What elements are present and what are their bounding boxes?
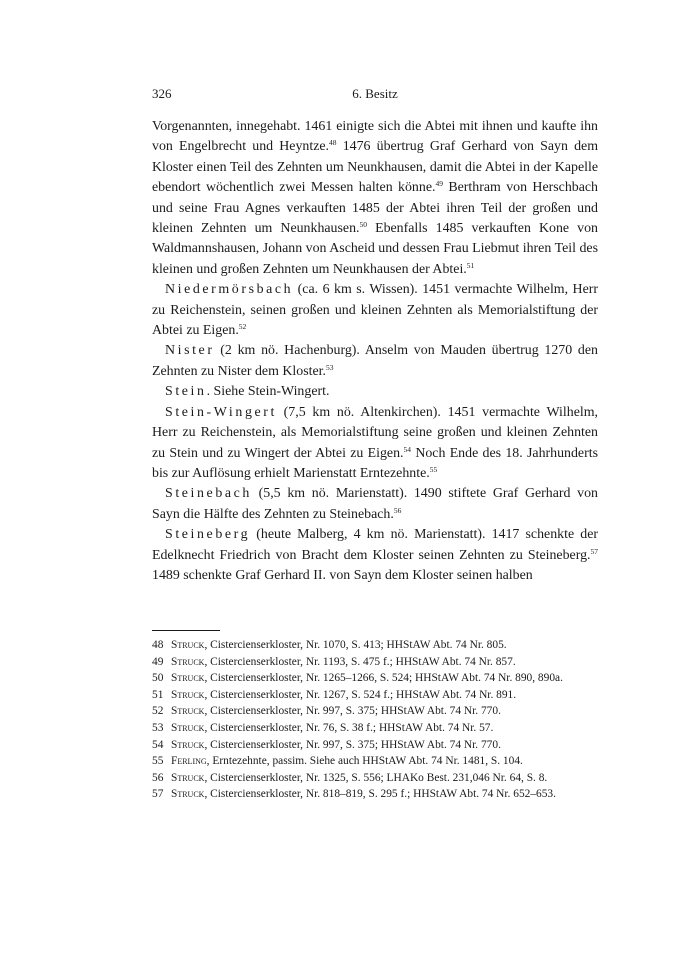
footnote-author: Struck xyxy=(171,688,205,701)
footnote-citation: , Cistercienserkloster, Nr. 76, S. 38 f.; HHStAW Abt. 74 Nr. 57. xyxy=(204,721,494,734)
text-segment: (ca. 6 km s. Wissen). 1451 vermachte Wilhelm, Herr zu Reichenstein, seinen großen und kleinen Zehnten als Memorialstiftung der Abtei zu Eigen. xyxy=(152,282,598,339)
footnote-text xyxy=(171,737,598,754)
footnote-author: Struck xyxy=(171,672,205,685)
text-segment: (5,5 km nö. Marienstatt). 1490 stiftete Graf Gerhard von Sayn die Hälfte des Zehnten zu Steinebach. xyxy=(152,486,598,522)
footnote-number: 55 xyxy=(152,755,164,768)
footnote-author: Struck xyxy=(171,788,205,801)
footnote xyxy=(152,737,598,754)
footnote xyxy=(152,786,598,803)
footnote-text xyxy=(171,753,598,770)
footnote-reference[interactable]: 57 xyxy=(590,546,598,556)
footnote-reference[interactable]: 50 xyxy=(359,220,367,230)
footnote-citation: , Cistercienserkloster, Nr. 1193, S. 475 f.; HHStAW Abt. 74 Nr. 857. xyxy=(204,655,516,668)
paragraph xyxy=(152,382,598,402)
text-segment: (2 km nö. Hachenburg). Anselm von Mauden übertrug 1270 den Zehnten zu Nister dem Kloster. xyxy=(152,343,598,379)
footnote-number: 48 xyxy=(152,639,164,651)
footnote-number: 51 xyxy=(152,688,164,701)
place-name: Stein xyxy=(165,384,207,400)
place-name: Nister xyxy=(165,343,215,359)
footnote-author: Struck xyxy=(171,738,205,751)
paragraph xyxy=(152,525,598,586)
footnote-author: Struck xyxy=(171,639,205,651)
running-head: 6. Besitz xyxy=(352,86,398,101)
footnotes xyxy=(152,637,598,803)
footnote-author: Ferling xyxy=(171,755,207,768)
paragraph xyxy=(152,341,598,382)
footnote-reference[interactable]: 51 xyxy=(466,260,475,270)
footnote xyxy=(152,687,598,704)
place-name: Stein-Wingert xyxy=(165,404,277,420)
text-segment: (7,5 km nö. Altenkirchen). 1451 vermachte Wilhelm, Herr zu Reichenstein, als Memorialstiftung seine großen und kleinen Zehnten zu Stein und zu Wingert der Abtei zu Eigen. xyxy=(152,404,598,461)
footnote xyxy=(152,753,598,770)
footnote-citation: , Cistercienserkloster, Nr. 1265–1266, S. 524; HHStAW Abt. 74 Nr. 890, 890a. xyxy=(204,672,563,685)
footnote-citation: , Cistercienserkloster, Nr. 1267, S. 524 f.; HHStAW Abt. 74 Nr. 891. xyxy=(204,688,517,701)
footnote-number: 54 xyxy=(152,738,164,751)
footnote-text xyxy=(171,654,598,671)
footnote-author: Struck xyxy=(171,705,205,718)
footnote-reference[interactable]: 49 xyxy=(435,179,443,189)
body-text xyxy=(152,117,598,586)
footnote-citation: , Erntezehnte, passim. Siehe auch HHStAW Abt. 74 Nr. 1481, S. 104. xyxy=(206,755,523,768)
footnote-number: 52 xyxy=(152,705,164,718)
footnote xyxy=(152,703,598,720)
footnote-text xyxy=(171,770,598,787)
footnote-text xyxy=(171,637,598,654)
paragraph xyxy=(152,484,598,525)
footnote-author: Struck xyxy=(171,721,205,734)
footnote xyxy=(152,770,598,787)
text-segment: Berthram von Herschbach und seine Frau Agnes verkauften 1485 der Abtei ihren Teil der großen und kleinen Zehnten um Neunkhausen. xyxy=(152,180,598,237)
footnote-citation: , Cistercienserkloster, Nr. 1070, S. 413; HHStAW Abt. 74 Nr. 805. xyxy=(204,639,507,651)
footnote xyxy=(152,670,598,687)
footnote-text xyxy=(171,687,598,704)
footnote xyxy=(152,654,598,671)
footnote-reference[interactable]: 52 xyxy=(238,322,247,332)
paragraph xyxy=(152,280,598,341)
paragraph xyxy=(152,403,598,485)
footnote-number: 50 xyxy=(152,672,164,685)
footnote-text xyxy=(171,703,598,720)
footnote-citation: , Cistercienserkloster, Nr. 997, S. 375; HHStAW Abt. 74 Nr. 770. xyxy=(204,705,501,718)
footnote-number: 56 xyxy=(152,771,164,784)
place-name: Niedermörsbach xyxy=(165,282,294,298)
footnote-author: Struck xyxy=(171,771,205,784)
page-number: 326 xyxy=(152,86,172,101)
footnote-number: 49 xyxy=(152,655,164,668)
place-name: Steinebach xyxy=(165,486,252,502)
text-segment: 1489 schenkte Graf Gerhard II. von Sayn dem Kloster seinen halben xyxy=(152,567,533,583)
text-segment: Noch Ende des 18. Jahrhunderts bis zur Auflösung erhielt Marienstatt Erntezehnte. xyxy=(152,445,598,481)
paragraph xyxy=(152,117,598,280)
footnote-text xyxy=(171,786,598,803)
page-header xyxy=(152,86,598,106)
footnote xyxy=(152,637,598,654)
footnote xyxy=(152,720,598,737)
text-segment: 1476 übertrug Graf Gerhard von Sayn dem Kloster einen Teil des Zehnten um Neunkhausen, damit die Abtei in der Kapelle ebendort wöchentlich zwei Messen halten könne. xyxy=(152,139,598,196)
footnote-citation: , Cistercienserkloster, Nr. 997, S. 375; HHStAW Abt. 74 Nr. 770. xyxy=(204,738,501,751)
footnote-number: 53 xyxy=(152,721,164,734)
text-segment: (heute Malberg, 4 km nö. Marienstatt). 1417 schenkte der Edelknecht Friedrich von Bracht dem Kloster seinen Zehnten zu Steineberg. xyxy=(152,527,598,563)
footnote-author: Struck xyxy=(171,655,205,668)
footnote-reference[interactable]: 56 xyxy=(393,505,402,515)
text-segment: . Siehe Stein-Wingert. xyxy=(206,384,330,400)
footnote-citation: , Cistercienserkloster, Nr. 1325, S. 556; LHAKo Best. 231,046 Nr. 64, S. 8. xyxy=(204,771,548,784)
footnote-text xyxy=(171,670,598,687)
footnote-reference[interactable]: 54 xyxy=(403,444,412,454)
text-segment: Vorgenannten, innegehabt. 1461 einigte sich die Abtei mit ihnen und kaufte ihn von Engelbrecht und Heyntze. xyxy=(152,119,598,155)
footnote-reference[interactable]: 53 xyxy=(325,362,334,372)
place-name: Steineberg xyxy=(165,527,251,543)
footnote-number: 57 xyxy=(152,788,164,801)
footnote-reference[interactable]: 55 xyxy=(429,464,438,474)
footnote-reference[interactable]: 48 xyxy=(329,138,337,148)
footnote-text xyxy=(171,720,598,737)
footnote-citation: , Cistercienserkloster, Nr. 818–819, S. 295 f.; HHStAW Abt. 74 Nr. 652–653. xyxy=(204,788,556,801)
text-segment: Ebenfalls 1485 verkauften Kone von Waldmannshausen, Johann von Ascheid und dessen Frau Liebmut ihren Teil des kleinen und großen Zehnten um Neunkhausen der Abtei. xyxy=(152,221,598,277)
footnote-separator xyxy=(152,630,220,631)
